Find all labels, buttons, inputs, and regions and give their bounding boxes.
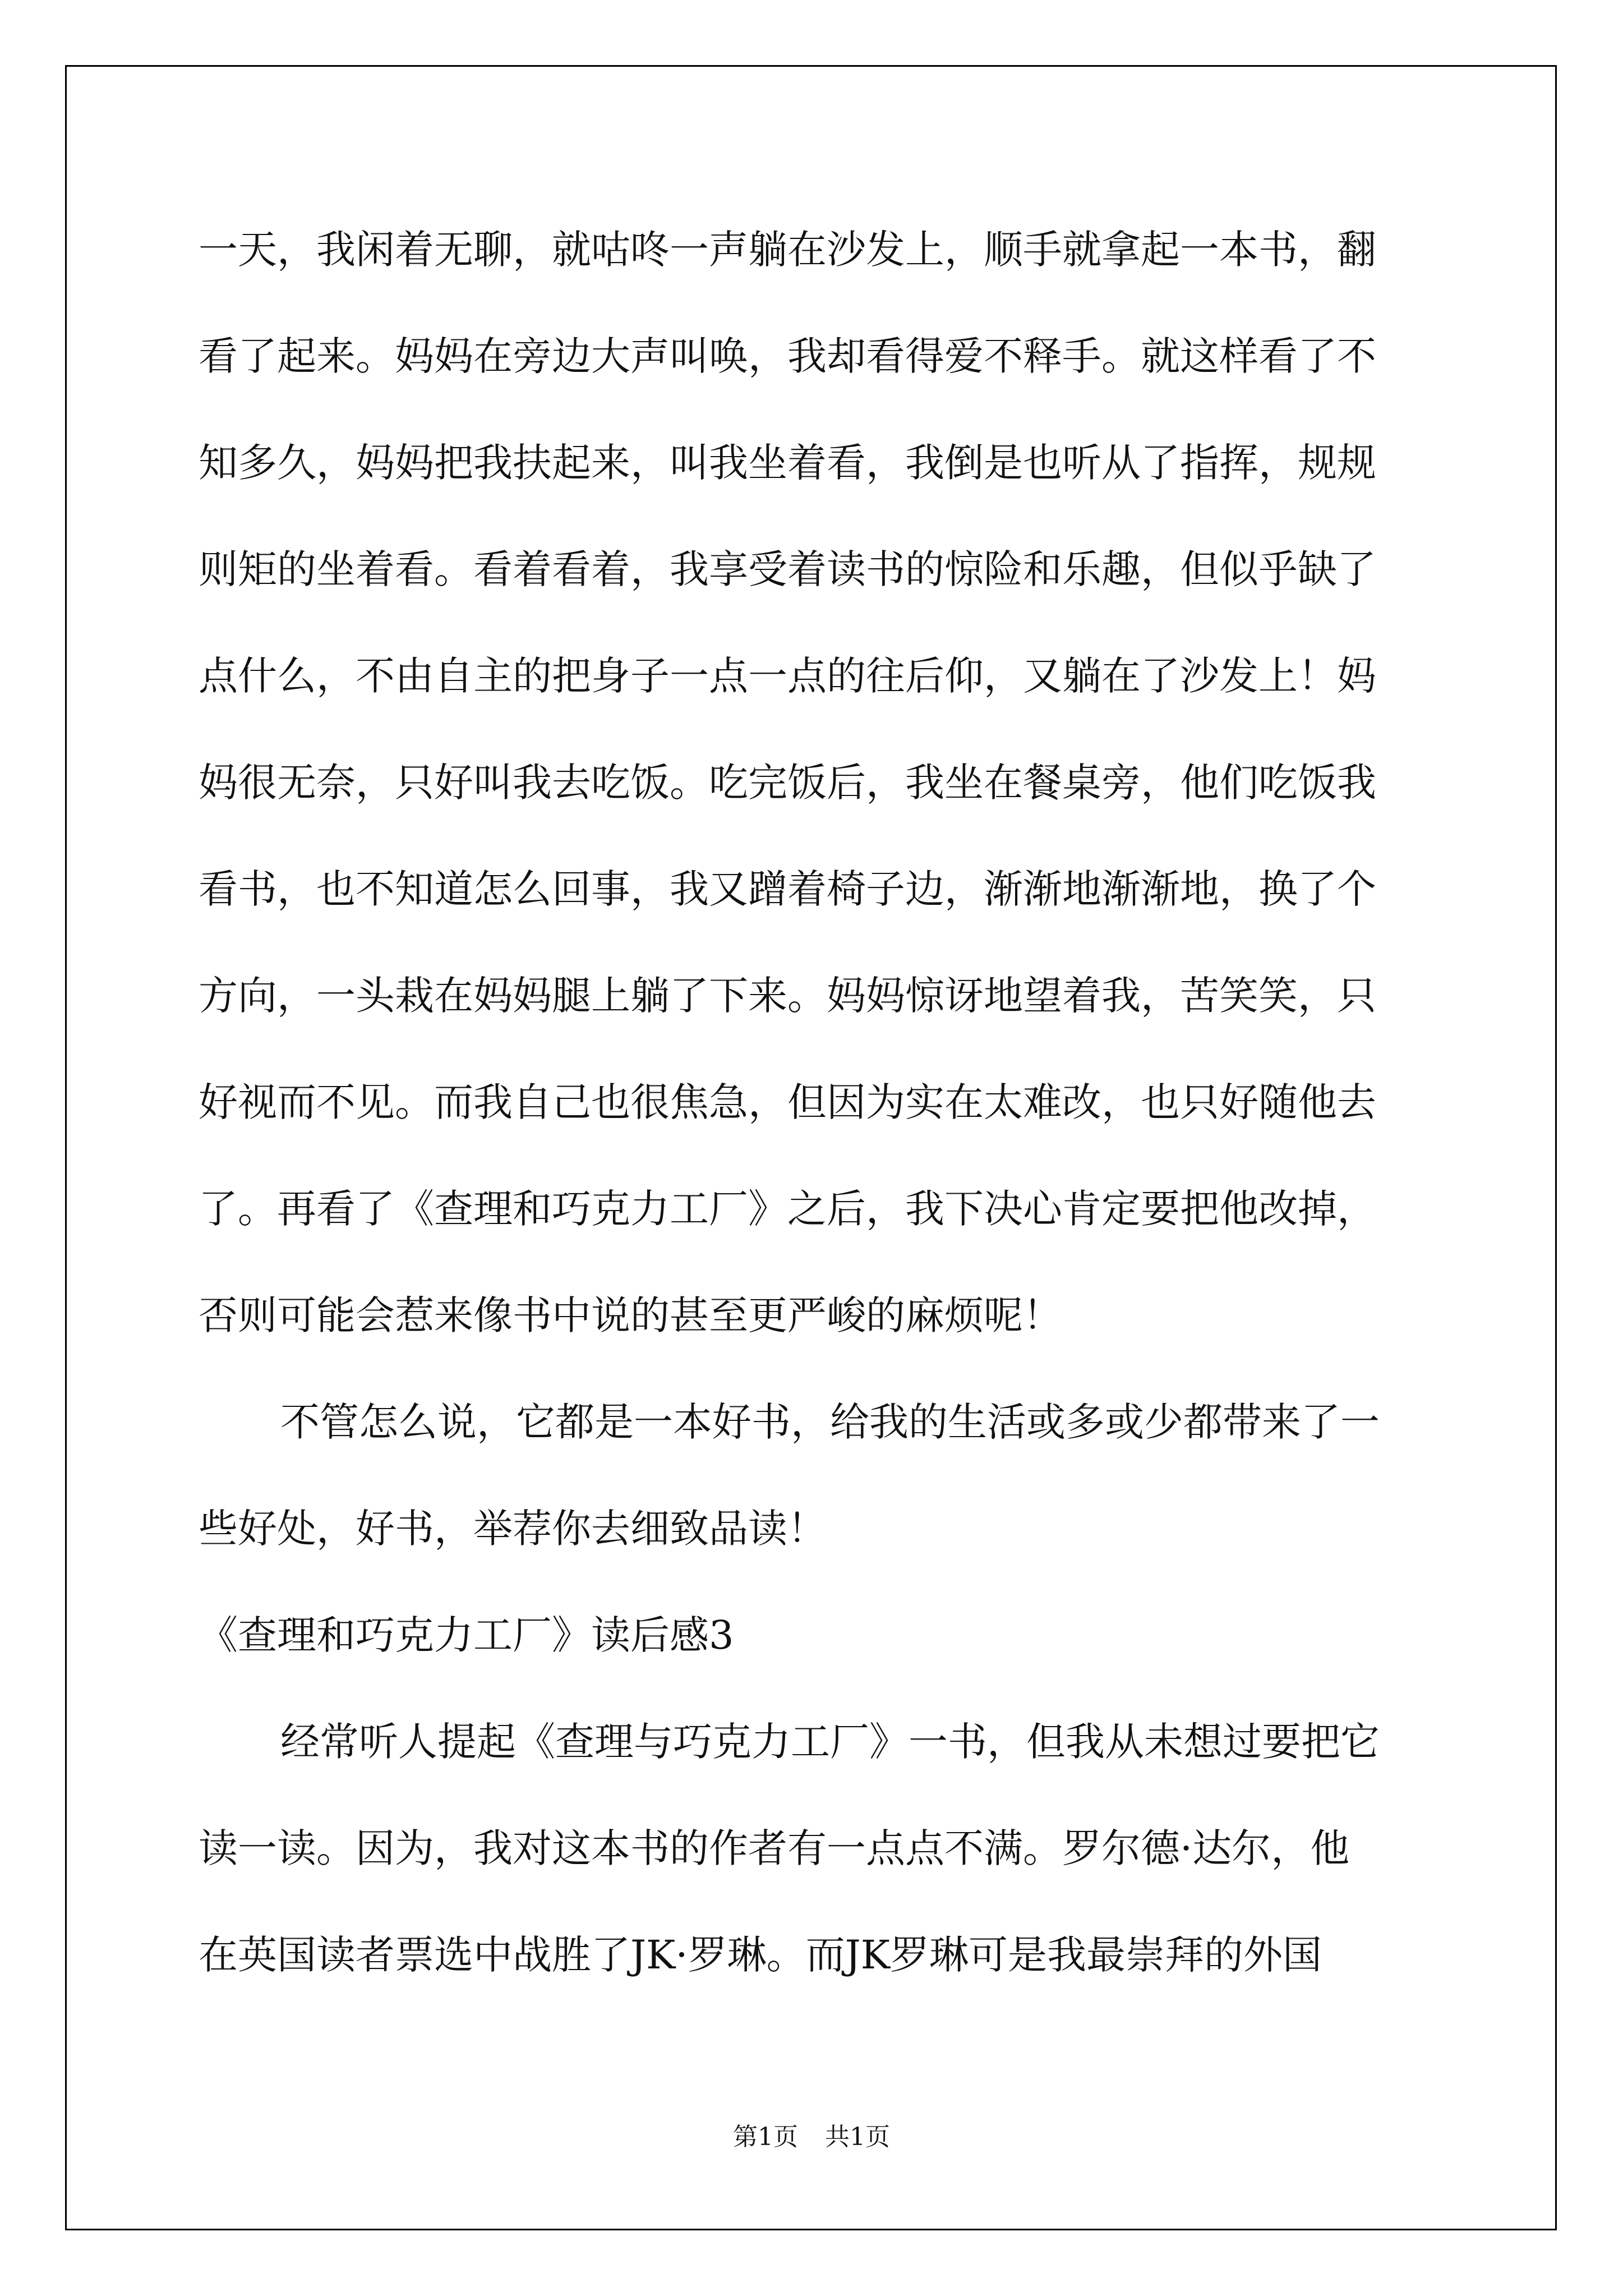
paragraph-2 <box>199 1369 1432 1582</box>
text-line: 一天，我闲着无聊，就咕咚一声躺在沙发上，顺手就拿起一本书，翻 <box>199 227 1376 273</box>
paragraph-1 <box>199 196 1432 1369</box>
page-number-total: 共1页 <box>825 2123 890 2151</box>
text-line: 好视而不见。而我自己也很焦急，但因为实在太难改，也只好随他去 <box>199 1079 1376 1125</box>
text-line: 知多久，妈妈把我扶起来，叫我坐着看，我倒是也听从了指挥，规规 <box>199 440 1376 486</box>
text-line: 看了起来。妈妈在旁边大声叫唤，我却看得爱不释手。就这样看了不 <box>199 333 1376 379</box>
text-line: 否则可能会惹来像书中说的甚至更严峻的麻烦呢！ <box>199 1292 1062 1338</box>
text-line: 妈很无奈，只好叫我去吃饭。吃完饭后，我坐在餐桌旁，他们吃饭我 <box>199 760 1376 806</box>
page-footer <box>0 2120 1623 2154</box>
text-line: 读一读。因为，我对这本书的作者有一点点不满。罗尔德·达尔，他 <box>199 1825 1350 1871</box>
text-line: 方向，一头栽在妈妈腿上躺了下来。妈妈惊讶地望着我，苦笑笑，只 <box>199 973 1376 1019</box>
text-line: 了。再看了《查理和巧克力工厂》之后，我下决心肯定要把他改掉， <box>199 1186 1376 1232</box>
text-line: 些好处，好书，举荐你去细致品读！ <box>199 1506 827 1552</box>
text-line: 点什么，不由自主的把身子一点一点的往后仰，又躺在了沙发上！妈 <box>199 653 1376 699</box>
text-line: 不管怎么说，它都是一本好书，给我的生活或多或少都带来了一 <box>280 1399 1380 1445</box>
paragraph-3 <box>199 1688 1432 2008</box>
text-line: 经常听人提起《查理与巧克力工厂》一书，但我从未想过要把它 <box>280 1719 1380 1765</box>
text-line: 在英国读者票选中战胜了JK·罗琳。而JK罗琳可是我最崇拜的外国 <box>199 1932 1322 1978</box>
text-line: 则矩的坐着看。看着看着，我享受着读书的惊险和乐趣，但似乎缺了 <box>199 546 1376 592</box>
section-heading: 《查理和巧克力工厂》读后感3 <box>199 1612 734 1658</box>
text-line: 看书，也不知道怎么回事，我又蹭着椅子边，渐渐地渐渐地，换了个 <box>199 866 1376 912</box>
page-number-current: 第1页 <box>733 2123 798 2151</box>
